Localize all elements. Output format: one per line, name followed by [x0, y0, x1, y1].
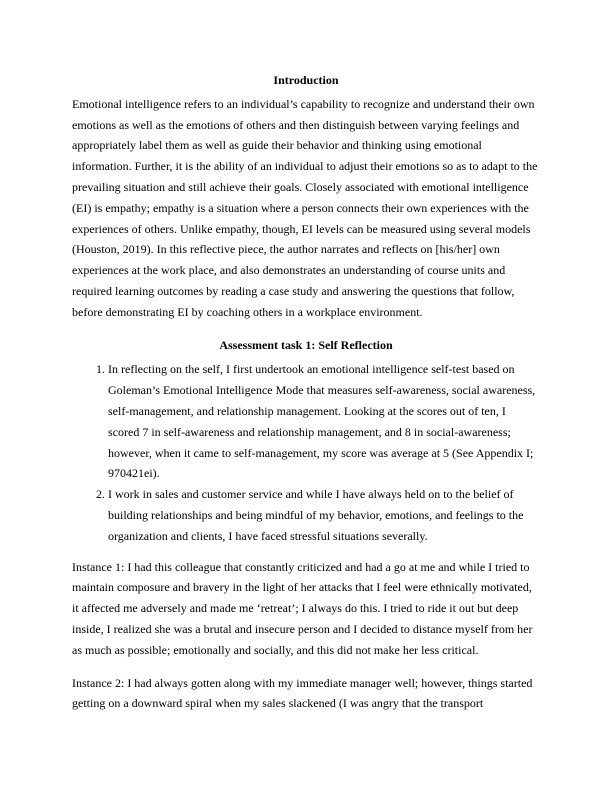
- document-body: [72, 70, 540, 726]
- assessment-task-heading: Assessment task 1: Self Reflection: [219, 337, 393, 352]
- reflection-list: [72, 359, 540, 546]
- introduction-heading: Introduction: [273, 73, 339, 87]
- instance-2-paragraph: Instance 2: I had always gotten along with my immediate manager well; however, things started getting on a downward spiral when my sales slackened (I was angry that the transport: [72, 675, 533, 711]
- introduction-paragraph: Emotional intelligence refers to an individual’s capability to recognize and understand their own emotions as well as the emotions of others and then distinguish between varying feelings and appropriately label them as well as guide their behavior and thinking using emotional information. Further, it is the ability of an individual to adjust their emotions so as to adapt to the prevailing situation and still achieve their goals. Closely associated with emotional intelligence (EI) is empathy; empathy is a situation where a person connects their own experiences with the experiences of others. Unlike empathy, though, EI levels can be measured using several models (Houston, 2019). In this reflective piece, the author narrates and reflects on [his/her] own experiences at the work place, and also demonstrates an understanding of course units and required learning outcomes by reading a case study and answering the questions that follow, before demonstrating EI by coaching others in a workplace environment.: [72, 96, 538, 319]
- instance-1-paragraph: Instance 1: I had this colleague that constantly criticized and had a go at me and while I tried to maintain composure and bravery in the light of her attacks that I feel were ethnically motivated, it affected me adversely and made me ‘retreat’; I always do this. I tried to ride it out but deep inside, I realized she was a brutal and insecure person and I decided to distance myself from her as much as possible; emotionally and socially, and this did not make her less critical.: [72, 559, 533, 657]
- list-item: 1. In reflecting on the self, I first undertook an emotional intelligence self-test based on Goleman’s Emotional Intelligence Mode that measures self-awareness, social awareness, self-management, and relationship management. Looking at the scores out of ten, I scored 7 in self-awareness and relationship management, and 8 in social-awareness; however, when it came to self-management, my score was average at 5 (See Appendix I; 970421ei).: [108, 359, 540, 484]
- list-item: 2. I work in sales and customer service and while I have always held on to the belief of building relationships and being mindful of my behavior, emotions, and feelings to the organization and clients, I have faced stressful situations severally.: [108, 484, 540, 546]
